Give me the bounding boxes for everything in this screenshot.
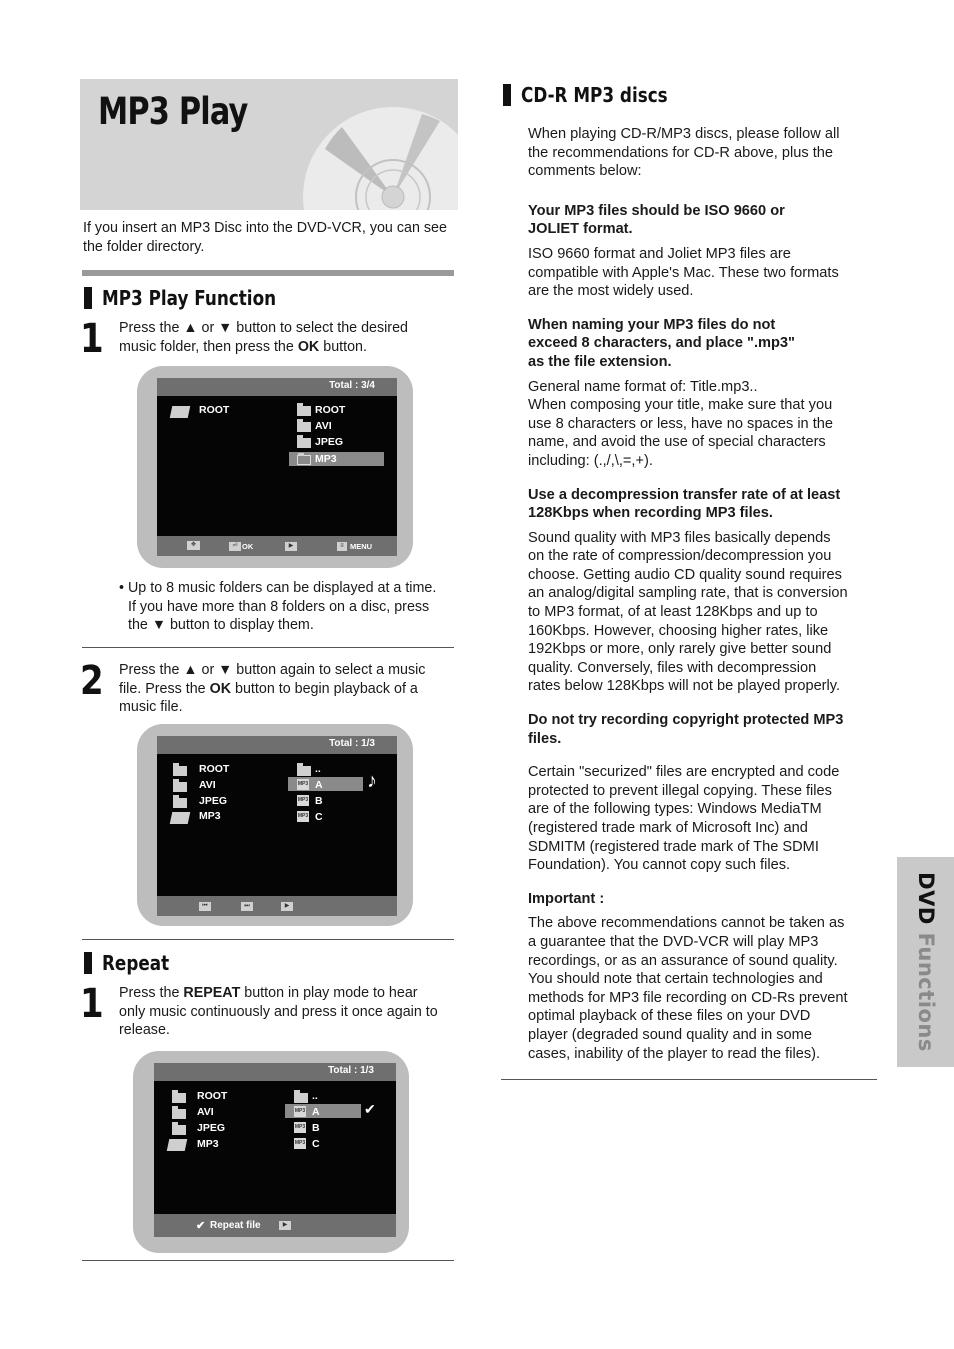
text-line: a guarantee that the DVD-VCR will play MP3	[528, 933, 819, 950]
folder-label: ROOT	[199, 404, 230, 416]
folder-item[interactable]: MP3	[199, 810, 221, 822]
folder-icon	[297, 422, 311, 432]
text-line: use 8 characters or less, have no spaces in the	[528, 415, 834, 432]
divider	[82, 647, 454, 648]
navigate-icon: ✥	[187, 541, 200, 550]
text-line: exceed 8 characters, and place ".mp3"	[528, 335, 795, 352]
screen-mockup-folders	[137, 366, 413, 568]
screen-mockup-repeat	[133, 1051, 409, 1253]
text-line: player (degraded sound quality and in some	[528, 1026, 812, 1043]
text-line: 160Kbps. However, choosing higher rates, like	[528, 622, 829, 639]
file-item[interactable]: C	[315, 811, 323, 823]
screen-header	[154, 1063, 396, 1081]
section-heading-cdr-mp3-discs	[503, 83, 696, 107]
folder-icon	[297, 455, 311, 465]
play-pause-icon: ▶	[281, 902, 293, 911]
text-line: rates below 128Kbps will not be played properly.	[528, 678, 841, 695]
step-instructions	[119, 661, 454, 717]
key-name: OK	[297, 338, 320, 355]
text-line: General name format of: Title.mp3..	[528, 378, 758, 395]
folder-item[interactable]: ROOT	[197, 1090, 228, 1102]
note-text	[119, 579, 459, 635]
page-title: MP3 Play	[98, 90, 248, 133]
previous-icon: ⏮	[199, 902, 211, 911]
text-line: Your MP3 files should be ISO 9660 or	[528, 202, 785, 219]
tab-text: DVD	[913, 872, 938, 933]
folder-icon	[173, 782, 187, 792]
text-line: comments below:	[528, 163, 642, 180]
step-line: release.	[119, 1022, 170, 1039]
section-heading-repeat	[84, 951, 182, 975]
step-line: Press the ▲ or ▼ button again to select a music	[119, 662, 426, 678]
right-column-text	[528, 125, 883, 1063]
step-line	[119, 984, 459, 1003]
check-icon: ✔	[196, 1220, 206, 1232]
step-number: 1	[80, 981, 104, 1027]
text-line: are of the following types: Windows MediaTM	[528, 801, 822, 818]
folder-item[interactable]: MP3	[315, 453, 337, 465]
next-icon: ⏭	[241, 902, 253, 911]
step-number: 1	[80, 316, 104, 362]
folder-item[interactable]: AVI	[197, 1106, 214, 1118]
text-line: Sound quality with MP3 files basically depends	[528, 529, 831, 546]
key-name: OK	[209, 680, 232, 697]
text-line: Do not try recording copyright protected MP3	[528, 712, 844, 729]
text-line: When composing your title, make sure that you	[528, 397, 833, 414]
folder-item[interactable]: ROOT	[315, 404, 346, 416]
step-instructions	[119, 319, 454, 356]
mp3-file-icon: MP3	[297, 795, 309, 806]
total-count: Total : 1/3	[329, 738, 375, 749]
text: Press the	[119, 985, 184, 1001]
text: button.	[319, 338, 367, 355]
music-note-icon: ♪	[367, 770, 377, 792]
text-line: 192Kbps or more, only rarely give better sound	[528, 641, 832, 658]
folder-item[interactable]: JPEG	[197, 1122, 226, 1134]
text: button in play mode to hear	[240, 985, 418, 1001]
text-line: Certain "securized" files are encrypted and code	[528, 764, 840, 781]
folder-item[interactable]: JPEG	[199, 795, 228, 807]
folder-item[interactable]: ROOT	[199, 763, 230, 775]
screen-controls	[157, 536, 397, 556]
file-item[interactable]: B	[315, 795, 323, 807]
divider	[501, 1079, 877, 1080]
screen-display	[154, 1063, 396, 1237]
folder-open-icon	[170, 406, 191, 418]
step-line: Press the ▲ or ▼ button to select the desired	[119, 320, 408, 336]
text-line: Use a decompression transfer rate of at least	[528, 486, 841, 503]
screen-mockup-files	[137, 724, 413, 926]
folder-item[interactable]: JPEG	[315, 436, 344, 448]
screen-controls	[154, 1214, 396, 1237]
play-icon: ▶	[285, 542, 297, 551]
menu-icon: ≡	[337, 542, 347, 551]
text-line: optimal playback of these files on your DVD	[528, 1008, 811, 1025]
folder-item[interactable]: AVI	[199, 779, 216, 791]
text-line: The above recommendations cannot be taken as	[528, 915, 845, 932]
text-line: (registered trade mark of Microsoft Inc) and	[528, 820, 808, 836]
file-item[interactable]: ..	[315, 763, 321, 775]
text-line: as the file extension.	[528, 353, 672, 370]
note-line: the ▼ button to display them.	[128, 617, 314, 634]
text-line: files.	[528, 730, 562, 747]
text-line: protected to prevent illegal copying. These files	[528, 782, 832, 799]
repeat-file-label: Repeat file	[210, 1220, 261, 1231]
ok-icon: ⏎	[229, 542, 241, 551]
divider	[82, 270, 454, 276]
text-line: methods for MP3 file recording on CD-Rs prevent	[528, 989, 848, 1006]
block-body	[528, 529, 883, 696]
folder-open-icon	[167, 1139, 188, 1151]
total-count: Total : 1/3	[328, 1065, 374, 1076]
text-line: are the most widely used.	[528, 283, 694, 300]
heading-bar	[84, 952, 92, 974]
section-title: Repeat	[102, 951, 170, 975]
play-pause-icon: ▶	[279, 1221, 291, 1230]
heading-bar	[84, 287, 92, 309]
parent-folder-icon	[294, 1093, 308, 1103]
folder-icon	[172, 1109, 186, 1119]
text-line: recordings, or as an assurance of sound quality.	[528, 952, 838, 969]
text-line: the recommendations for CD-R above, plus the	[528, 144, 833, 161]
block-heading	[528, 202, 883, 239]
file-item[interactable]: C	[312, 1138, 320, 1150]
text-line: to MP3 format, of at least 128Kbps and up to	[528, 604, 818, 621]
text-line: choose. Getting audio CD quality sound requires	[528, 566, 842, 583]
folder-icon	[172, 1125, 186, 1135]
screen-display	[157, 736, 397, 908]
check-icon: ✔	[364, 1101, 376, 1117]
folder-icon	[173, 798, 187, 808]
step-line	[119, 680, 454, 699]
parent-folder-icon	[297, 766, 311, 776]
text-line: ISO 9660 format and Joliet MP3 files are	[528, 245, 791, 262]
ok-label: OK	[242, 542, 254, 551]
text-line: Important :	[528, 890, 605, 907]
note-line: • Up to 8 music folders can be displayed at a time.	[119, 580, 437, 596]
step-line: music file.	[119, 699, 183, 716]
step-number: 2	[80, 658, 104, 704]
text-line: quality. Conversely, files with decompression	[528, 659, 817, 676]
section-tab	[897, 857, 954, 1067]
step-line	[119, 338, 454, 357]
block-body	[528, 914, 883, 1063]
text-line: When playing CD-R/MP3 discs, please follow all	[528, 126, 840, 142]
text-line: JOLIET format.	[528, 221, 633, 238]
block-heading	[528, 890, 883, 909]
text: button to begin playback of a	[231, 680, 418, 697]
mp3-file-icon: MP3	[294, 1106, 306, 1117]
folder-open-icon	[170, 812, 191, 824]
section-title: MP3 Play Function	[102, 286, 277, 310]
text-line: When naming your MP3 files do not	[528, 316, 776, 333]
block-body	[528, 245, 883, 301]
text-line: on the rate of compression/decompression you	[528, 548, 832, 565]
text-line: an analog/digital sampling rate, that is conversion	[528, 585, 848, 602]
tab-text: Functions	[913, 932, 938, 1052]
folder-icon	[297, 438, 311, 448]
mp3-file-icon: MP3	[297, 779, 309, 790]
block-body	[528, 763, 883, 875]
text-line: You should note that certain technologies and	[528, 971, 823, 988]
mp3-file-icon: MP3	[294, 1122, 306, 1133]
screen-controls	[157, 896, 397, 916]
screen-header	[157, 736, 397, 754]
mp3-file-icon: MP3	[294, 1138, 306, 1149]
step-line: only music continuously and press it once again to	[119, 1003, 438, 1020]
mp3-file-icon: MP3	[297, 811, 309, 822]
folder-item[interactable]: AVI	[315, 420, 332, 432]
folder-item[interactable]: MP3	[197, 1138, 219, 1150]
text-line: compatible with Apple's Mac. These two formats	[528, 264, 839, 281]
intro-paragraph	[528, 125, 883, 181]
file-item[interactable]: A	[315, 779, 323, 791]
block-heading	[528, 316, 883, 372]
heading-bar	[503, 84, 511, 106]
file-item[interactable]: A	[312, 1106, 320, 1118]
file-item[interactable]: B	[312, 1122, 320, 1134]
total-count: Total : 3/4	[329, 380, 375, 391]
block-body	[528, 378, 883, 471]
file-item[interactable]: ..	[312, 1090, 318, 1102]
folder-icon	[297, 406, 311, 416]
screen-display	[157, 378, 397, 556]
folder-icon	[172, 1093, 186, 1103]
text-line: cases, inability of the player to read the files).	[528, 1045, 821, 1062]
divider	[82, 939, 454, 940]
intro-text: If you insert an MP3 Disc into the DVD-VCR, you can see the folder directory.	[83, 220, 447, 255]
text-line: Foundation). You cannot copy such files.	[528, 857, 791, 874]
key-name: REPEAT	[183, 985, 241, 1001]
menu-label: MENU	[350, 542, 373, 551]
text-line: name, and avoid the use of special characters	[528, 434, 826, 451]
screen-header	[157, 378, 397, 396]
text-line: 128Kbps when recording MP3 files.	[528, 505, 773, 522]
note-line: If you have more than 8 folders on a disc, press	[128, 598, 430, 615]
text-line: including: (.,/,\,=,+).	[528, 452, 653, 469]
text: music folder, then press the	[119, 338, 298, 355]
block-heading	[528, 711, 883, 748]
folder-icon	[173, 766, 187, 776]
block-heading	[528, 486, 883, 523]
section-heading-mp3-play-function	[84, 286, 309, 310]
divider	[82, 1260, 454, 1261]
step-instructions	[119, 984, 459, 1040]
text-line: SDMITM (registered trade mark of The SDMI	[528, 838, 819, 855]
section-tab-label	[914, 872, 938, 1052]
text: file. Press the	[119, 680, 210, 697]
section-title: CD-R MP3 discs	[521, 83, 668, 107]
